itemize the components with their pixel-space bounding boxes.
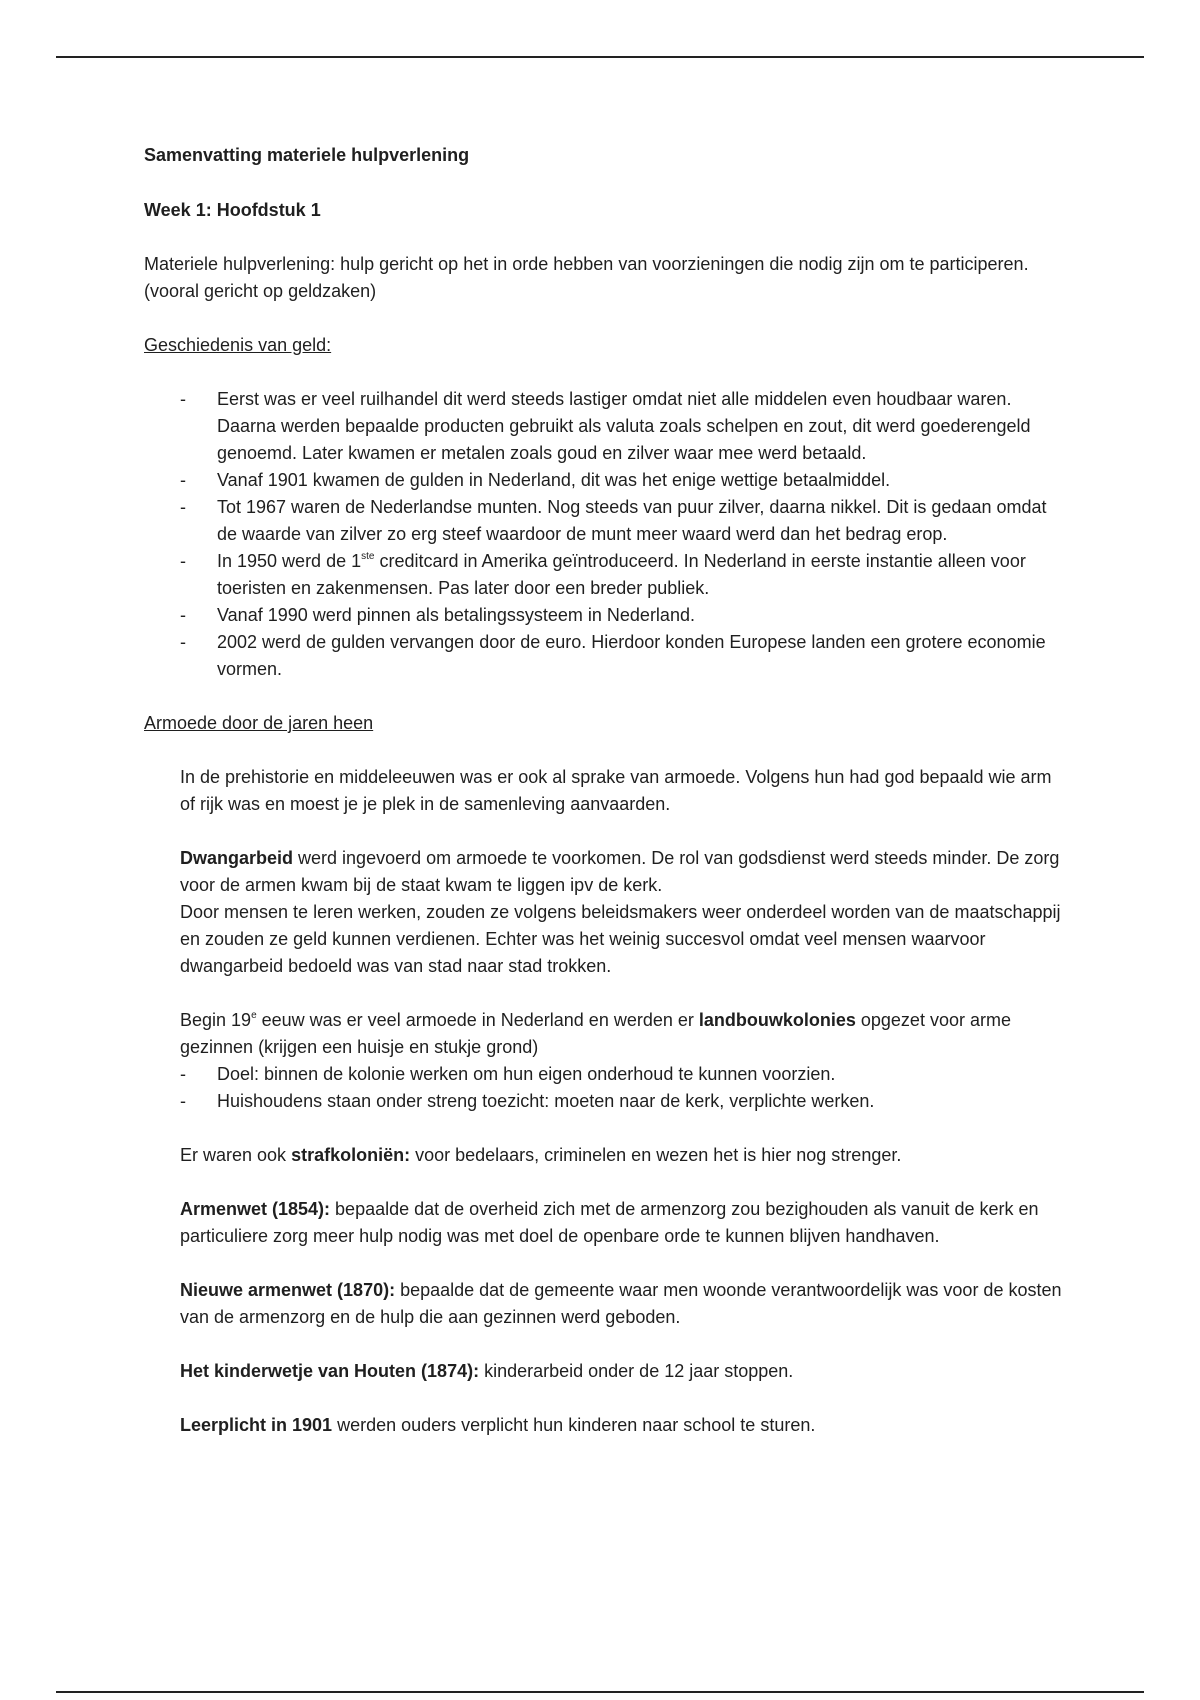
intro-paragraph: Materiele hulpverlening: hulp gericht op het in orde hebben van voorzieningen die nodig zijn om te participeren. (vooral gericht op geldzaken) — [144, 254, 1029, 301]
list-item: - 2002 werd de gulden vervangen door de euro. Hierdoor konden Europese landen een grotere economie vormen. — [144, 629, 1064, 683]
section-heading-money-history: Geschiedenis van geld: — [144, 335, 332, 355]
paragraph-forced-labour: Dwangarbeid werd ingevoerd om armoede te voorkomen. De rol van godsdienst werd steeds minder. De zorg voor de armen kwam bij de staat kwam te liggen ipv de kerk. — [180, 848, 1060, 895]
paragraph-agricultural-colonies: Begin 19e eeuw was er veel armoede in Nederland en werden er landbouwkolonies opgezet voor arme gezinnen (krijgen een huisje en stukje grond) — [180, 1010, 1011, 1057]
paragraph-forced-labour-continued: Door mensen te leren werken, zouden ze volgens beleidsmakers weer onderdeel worden van de maatschappij en zouden ze geld kunnen verdienen. Echter was het weinig succesvol omdat veel mensen waarvoor dwangarbeid bedoeld was van stad naar stad trokken. — [180, 902, 1061, 976]
week-heading: Week 1: Hoofdstuk 1 — [144, 200, 321, 220]
paragraph-prehistory: In de prehistorie en middeleeuwen was er ook al sprake van armoede. Volgens hun had god bepaald wie arm of rijk was en moest je je plek in de samenleving aanvaarden. — [180, 767, 1052, 814]
list-item: - Tot 1967 waren de Nederlandse munten. Nog steeds van puur zilver, daarna nikkel. Dit is gedaan omdat de waarde van zilver zo erg steef waardoor de munt meer waard werd dan het bedrag erop. — [144, 494, 1064, 548]
paragraph-compulsory-education: Leerplicht in 1901 werden ouders verplicht hun kinderen naar school te sturen. — [180, 1415, 816, 1435]
paragraph-child-law-1874: Het kinderwetje van Houten (1874): kinderarbeid onder de 12 jaar stoppen. — [180, 1361, 794, 1381]
bullet-dash: - — [180, 389, 186, 409]
paragraph-penal-colonies: Er waren ook strafkoloniën: voor bedelaars, criminelen en wezen het is hier nog strenger. — [180, 1145, 902, 1165]
bullet-dash: - — [180, 551, 186, 571]
list-item: - Vanaf 1990 werd pinnen als betalingssysteem in Nederland. — [144, 602, 1064, 629]
poverty-section-body — [180, 764, 1064, 1439]
list-item: - Eerst was er veel ruilhandel dit werd steeds lastiger omdat niet alle middelen even houdbaar waren. Daarna werden bepaalde producten gebruikt als valuta zoals schelpen en zout, dit werd goederengeld genoemd. Later kwamen er metalen zoals goud en zilver waar mee werd betaald. — [144, 386, 1064, 467]
document-title: Samenvatting materiele hulpverlening — [144, 145, 470, 165]
header-rule — [56, 56, 1144, 58]
colonies-list — [180, 1061, 1064, 1115]
list-item: - In 1950 werd de 1ste creditcard in Amerika geïntroduceerd. In Nederland in eerste instantie alleen voor toeristen en zakenmensen. Pas later door een breder publiek. — [144, 548, 1064, 602]
paragraph-poor-law-1854: Armenwet (1854): bepaalde dat de overheid zich met de armenzorg zou bezighouden als vanuit de kerk en particuliere zorg meer hulp nodig was met doel de openbare orde te kunnen blijven handhaven. — [180, 1199, 1039, 1246]
bullet-dash: - — [180, 1091, 186, 1111]
bullet-dash: - — [180, 470, 186, 490]
bullet-dash: - — [180, 1064, 186, 1084]
list-item: - Doel: binnen de kolonie werken om hun eigen onderhoud te kunnen voorzien. — [180, 1061, 1064, 1088]
footer-rule — [56, 1691, 1144, 1693]
section-heading-poverty: Armoede door de jaren heen — [144, 713, 374, 733]
bullet-dash: - — [180, 632, 186, 652]
list-item: - Vanaf 1901 kwamen de gulden in Nederland, dit was het enige wettige betaalmiddel. — [144, 467, 1064, 494]
bullet-dash: - — [180, 497, 186, 517]
document-page — [144, 142, 1064, 1439]
bullet-dash: - — [180, 605, 186, 625]
paragraph-poor-law-1870: Nieuwe armenwet (1870): bepaalde dat de gemeente waar men woonde verantwoordelijk was voor de kosten van de armenzorg en de hulp die aan gezinnen werd geboden. — [180, 1280, 1062, 1327]
money-history-list — [144, 386, 1064, 683]
list-item: - Huishoudens staan onder streng toezicht: moeten naar de kerk, verplichte werken. — [180, 1088, 1064, 1115]
